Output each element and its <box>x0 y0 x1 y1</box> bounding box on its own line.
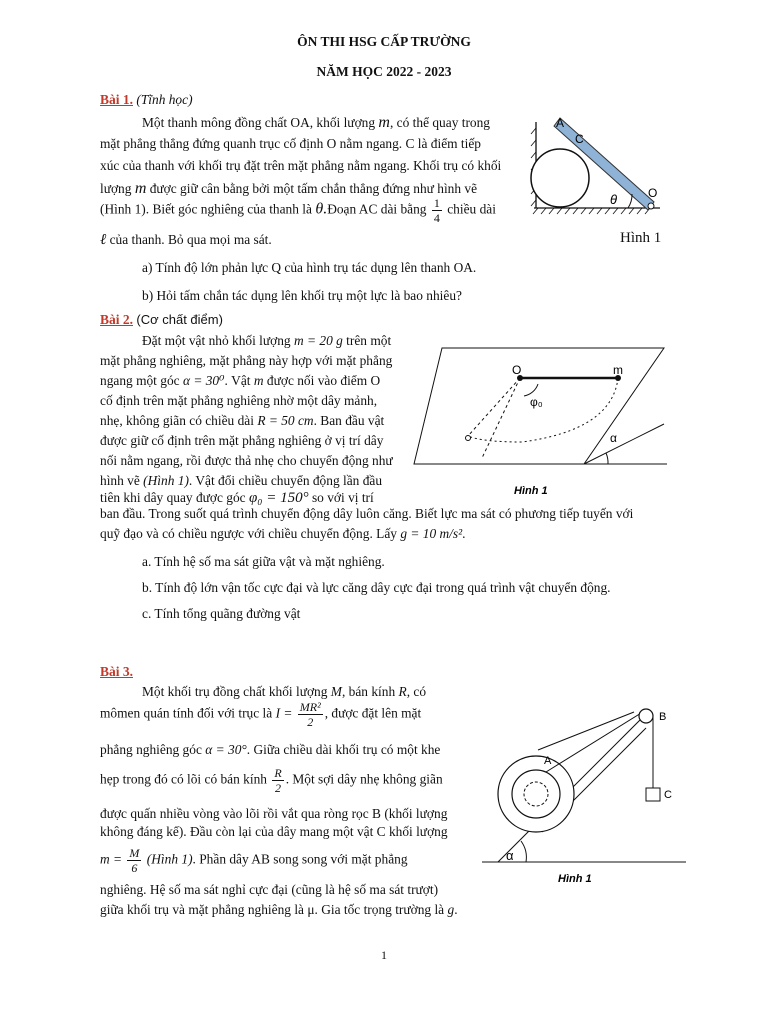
bai3-var-m: m = <box>100 851 123 867</box>
bai2-question-b: b. Tính độ lớn vận tốc cực đại và lực căng dây cực đại trong quá trình vật chuyển động. <box>142 580 611 595</box>
bai2-text: . Ban đầu vật <box>313 413 385 428</box>
bai3-var-R: R <box>398 684 407 699</box>
bai3-fig-ref: (Hình 1) <box>146 851 193 867</box>
bai3-text: . <box>454 902 458 917</box>
bai3-text: mômen quán tính đối với trục là <box>100 705 273 721</box>
cylinder-top-edge <box>538 712 634 750</box>
bai3-line4 <box>100 766 443 795</box>
bai1-line2: mặt phẳng thẳng đứng quanh trục cố định O nằm ngang. C là điểm tiếp <box>100 136 481 151</box>
bai3-text: , được đặt lên mặt <box>324 705 422 721</box>
bai1-text: lượng <box>100 181 132 196</box>
bai2-text: được nối vào điểm O <box>266 373 381 388</box>
mass-final <box>466 436 471 441</box>
bai3-heading-row <box>100 664 133 680</box>
bai2-heading: Bài 2. <box>100 312 134 327</box>
bai3-line9 <box>100 902 458 918</box>
bai3-line6: không đáng kể). Đầu còn lại của dây mang một vật C khối lượng <box>100 824 448 839</box>
bai3-text: hẹp trong đó có lõi có bán kính <box>100 771 267 787</box>
bai1-subtitle: (Tĩnh học) <box>136 92 193 107</box>
page-title: ÔN THI HSG CẤP TRƯỜNG <box>297 34 471 49</box>
bai2-line2: mặt phẳng nghiêng, mặt phẳng này hợp với mặt phẳng <box>100 353 393 368</box>
frac-num: 1 <box>433 196 440 210</box>
bai2-text: ngang một góc <box>100 373 180 388</box>
frac-num: MR² <box>299 700 321 714</box>
label-phi: φ₀ <box>530 395 543 409</box>
label-alpha: α <box>506 848 514 863</box>
bai2-heading-row <box>100 312 223 328</box>
bai1-line5 <box>100 196 496 225</box>
bai3-figure <box>478 700 688 890</box>
angle-arc <box>628 194 632 208</box>
bai1-line3: xúc của thanh với khối trụ đặt trên mặt phẳng nằm ngang. Khối trụ có khối <box>100 158 502 173</box>
bai3-text: . Phần dây AB song song với mặt phẳng <box>192 851 408 867</box>
ground-hatch <box>533 208 650 214</box>
label-theta: θ <box>610 192 618 207</box>
bai3-inertia-fraction <box>298 700 323 729</box>
bai2-fig-caption: Hình 1 <box>514 485 548 497</box>
bai2-question-c: c. Tính tổng quãng đường vật <box>142 606 301 621</box>
bai1-question-a: a) Tính độ lớn phản lực Q của hình trụ tác dụng lên thanh OA. <box>142 260 477 275</box>
bai2-line8 <box>100 473 382 489</box>
bai2-subtitle: (Cơ chất điểm) <box>136 312 223 327</box>
bai3-text: phẳng nghiêng góc <box>100 742 202 757</box>
bai1-var-m: m <box>378 114 390 131</box>
bai2-var-m: m <box>253 373 264 388</box>
bai2-text: so với vị trí <box>311 490 374 505</box>
cylinder <box>531 149 589 207</box>
bai2-text: . <box>462 526 466 541</box>
bai3-text: giữa khối trụ và mặt phẳng nghiêng là μ. Gia tốc trọng trường là <box>100 902 445 917</box>
bai1-line6 <box>100 232 272 249</box>
alpha-arc <box>606 453 608 464</box>
bai1-text: (Hình 1). Biết góc nghiêng của thanh là <box>100 201 312 217</box>
bai1-question-b: b) Hỏi tấm chắn tác dụng lên khối trụ một lực là bao nhiêu? <box>142 288 462 303</box>
bai2-text: quỹ đạo và có chiều ngược với chiều chuyển động. Lấy <box>100 526 397 541</box>
frac-num: R <box>274 766 282 780</box>
bai3-fig-caption: Hình 1 <box>558 873 592 885</box>
bai2-text: . Vật đổi chiều chuyển động lần đầu <box>188 473 383 488</box>
bai2-line4: cố định trên mặt phẳng nghiêng nhờ một dây mảnh, <box>100 393 378 408</box>
bai2-mass: m = 20 g <box>293 333 343 348</box>
bai2-fig-ref: (Hình 1) <box>143 473 189 488</box>
block-c <box>646 788 660 801</box>
label-b: B <box>659 711 667 723</box>
bai2-phi: φ₀ = 150° <box>248 490 309 506</box>
bai3-text: , bán kính <box>341 684 396 699</box>
bai3-var-M: M <box>330 684 342 699</box>
pulley-b <box>639 709 653 723</box>
bai1-text: chiều dài <box>447 201 496 217</box>
bai2-line6: được giữ cố định trên mặt phẳng nghiêng ở vị trí dây <box>100 433 384 448</box>
bai3-core-fraction <box>272 766 283 795</box>
label-c: C <box>664 789 672 801</box>
bai2-line3 <box>100 373 380 389</box>
bai2-line10: ban đầu. Trong suốt quá trình chuyển động dây luôn căng. Biết lực ma sát có phương tiếp tuyến với <box>100 506 634 521</box>
bai1-var-ell: ℓ <box>100 232 107 248</box>
bai2-line7: nối nằm ngang, rồi được thả nhẹ cho chuyển động như <box>100 453 393 468</box>
bai1-heading: Bài 1. <box>100 92 134 107</box>
bai2-text: hình vẽ <box>100 473 140 488</box>
bai2-gravity: g = 10 m/s² <box>400 526 463 541</box>
bai1-var-m: m <box>134 180 147 197</box>
frac-den: 6 <box>131 861 138 875</box>
bai3-line5: được quấn nhiều vòng vào lõi rồi vắt qua ròng rọc B (khối lượng <box>100 806 448 821</box>
bai1-var-theta: θ. <box>315 200 328 218</box>
label-c: C <box>575 132 584 146</box>
bai3-line7 <box>100 846 408 875</box>
bai2-text: trên một <box>346 333 392 348</box>
bai3-var-g: g <box>447 902 455 917</box>
bai1-text: , có thể quay trong <box>389 115 490 130</box>
bai3-line3 <box>100 742 440 758</box>
bai3-line8: nghiêng. Hệ số ma sát nghỉ cực đại (cũng là hệ số ma sát trượt) <box>100 882 439 897</box>
frac-den: 4 <box>433 211 440 225</box>
bai3-text: , có <box>406 684 427 699</box>
alpha-arc <box>521 841 526 862</box>
bai2-text: . Vật <box>224 373 251 388</box>
label-o: O <box>648 186 658 200</box>
bai2-text: Đặt một vật nhỏ khối lượng <box>142 333 291 348</box>
label-a: A <box>544 755 552 767</box>
bai2-figure <box>412 340 672 500</box>
bai1-text: của thanh. Bỏ qua mọi ma sát. <box>109 232 272 247</box>
bai3-line1 <box>142 684 426 700</box>
label-m: m <box>613 363 623 377</box>
bai2-line11 <box>100 526 465 542</box>
bai1-text: Một thanh mông đồng chất OA, khối lượng <box>142 115 376 130</box>
bai1-fraction <box>432 196 442 225</box>
bai2-line9 <box>100 490 374 507</box>
bai3-text: Một khối trụ đồng chất khối lượng <box>142 684 328 699</box>
bai1-text: được giữ cân bằng bởi một tấm chắn thẳng đứng như hình vẽ <box>149 181 478 196</box>
frac-den: 2 <box>307 715 314 729</box>
bai2-alpha: α = 30⁰ <box>182 373 225 388</box>
bai2-text: nhẹ, không giãn có chiều dài <box>100 413 254 428</box>
label-o: O <box>512 363 522 377</box>
bai1-heading-row <box>100 92 193 108</box>
page-number: 1 <box>381 948 387 962</box>
bai3-var-I: I = <box>275 705 293 721</box>
bai3-text: . Giữa chiều dài khối trụ có một khe <box>246 742 441 757</box>
frac-den: 2 <box>275 781 282 795</box>
bai2-length: R = 50 cm <box>257 413 314 428</box>
label-alpha: α <box>610 431 617 445</box>
bai3-text: . Một sợi dây nhẹ không giãn <box>285 771 443 787</box>
bai2-text: tiên khi dây quay được góc <box>100 490 246 505</box>
bai2-question-a: a. Tính hệ số ma sát giữa vật và mặt nghiêng. <box>142 554 385 569</box>
label-a: A <box>556 116 565 130</box>
frac-num: M <box>129 846 140 860</box>
bai1-line1 <box>142 114 490 132</box>
bai1-text: Đoạn AC dài bằng <box>327 201 427 217</box>
school-year: NĂM HỌC 2022 - 2023 <box>316 64 452 79</box>
bai3-alpha: α = 30° <box>205 742 247 757</box>
cylinder-face <box>498 756 574 832</box>
bai2-line1 <box>142 333 391 349</box>
bai3-heading: Bài 3. <box>100 664 134 679</box>
bai3-mass-fraction <box>127 846 141 875</box>
pivot-o <box>648 203 654 209</box>
bai3-line2 <box>100 700 421 729</box>
bai2-line5 <box>100 413 384 429</box>
bai1-fig-caption: Hình 1 <box>620 230 662 246</box>
